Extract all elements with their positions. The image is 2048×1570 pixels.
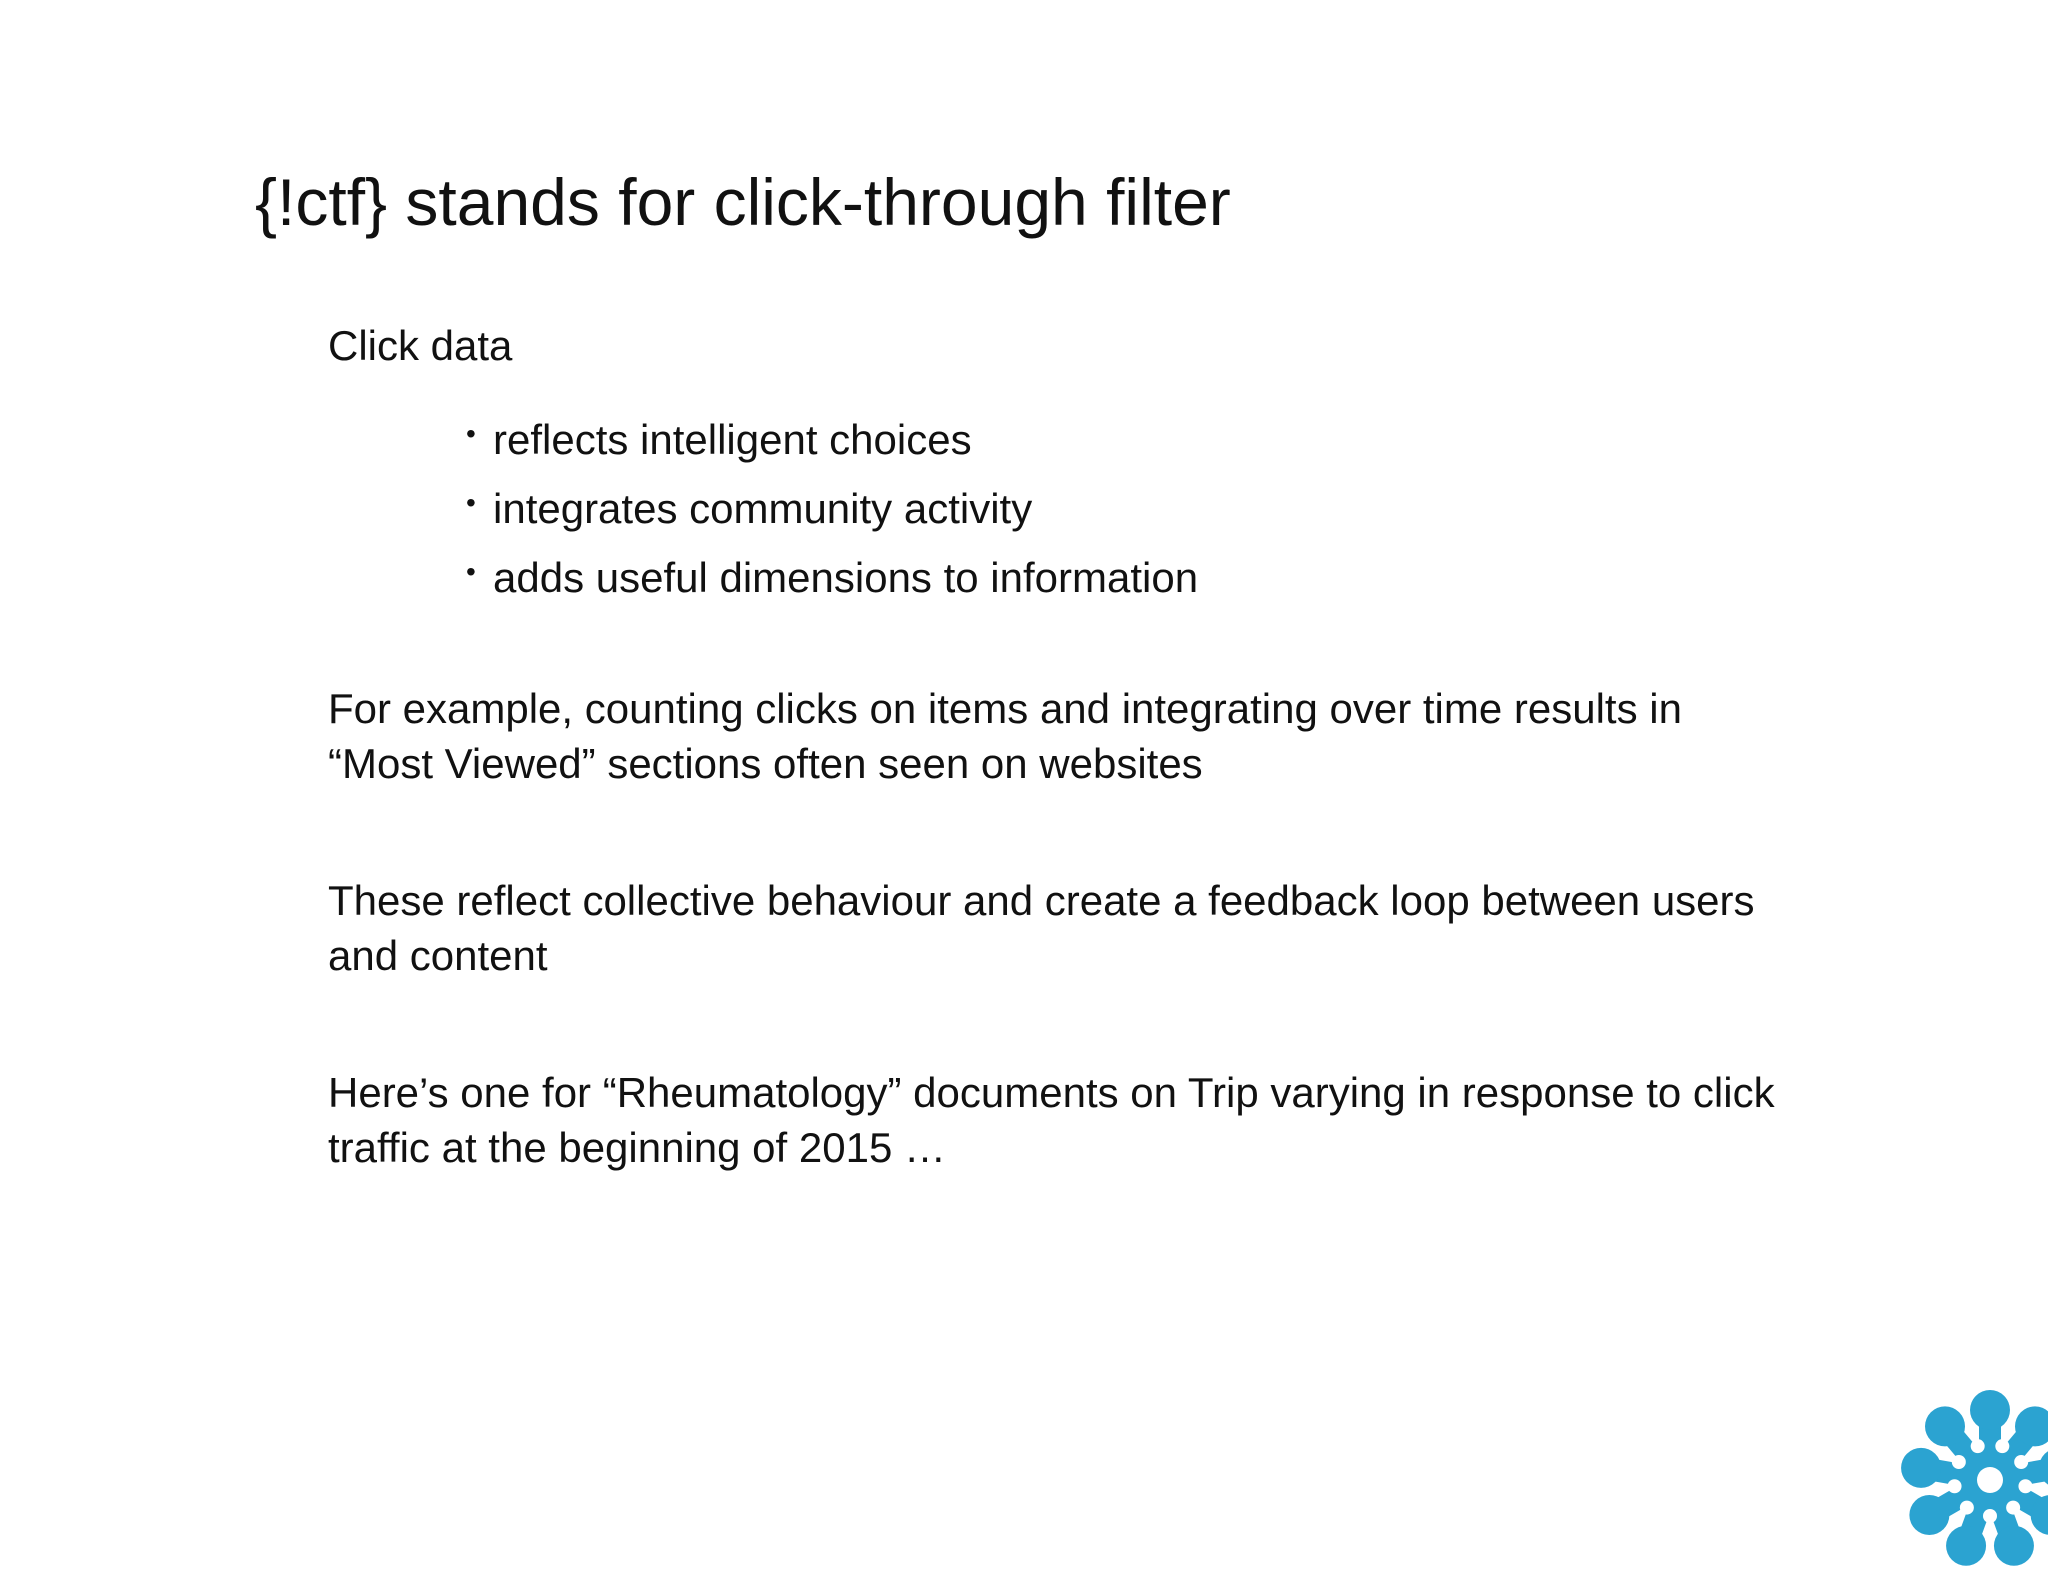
bullet-item bbox=[466, 550, 1788, 606]
paragraph-feedback-loop: These reflect collective behaviour and create a feedback loop between users and content bbox=[328, 877, 1755, 979]
bullet-item bbox=[466, 481, 1788, 537]
slide-title: {!ctf} stands for click-through filter bbox=[255, 165, 1231, 239]
paragraph-example: For example, counting clicks on items and integrating over time results in “Most Viewed” sections often seen on websites bbox=[328, 685, 1682, 787]
bullet-dot: • bbox=[466, 418, 476, 449]
bullet-item bbox=[466, 412, 1788, 468]
bullet-dot: • bbox=[466, 556, 476, 587]
flower-logo-icon bbox=[1880, 1370, 2048, 1570]
paragraph-rheumatology: Here’s one for “Rheumatology” documents on Trip varying in response to click traffic at the beginning of 2015 … bbox=[328, 1069, 1775, 1171]
bullet-list bbox=[328, 412, 1788, 606]
click-data-heading: Click data bbox=[328, 322, 513, 369]
bullet-text: adds useful dimensions to information bbox=[493, 554, 1199, 601]
bullet-text: reflects intelligent choices bbox=[493, 416, 972, 463]
bullet-dot: • bbox=[466, 487, 476, 518]
slide-content bbox=[328, 318, 1788, 1175]
bullet-text: integrates community activity bbox=[493, 485, 1033, 532]
